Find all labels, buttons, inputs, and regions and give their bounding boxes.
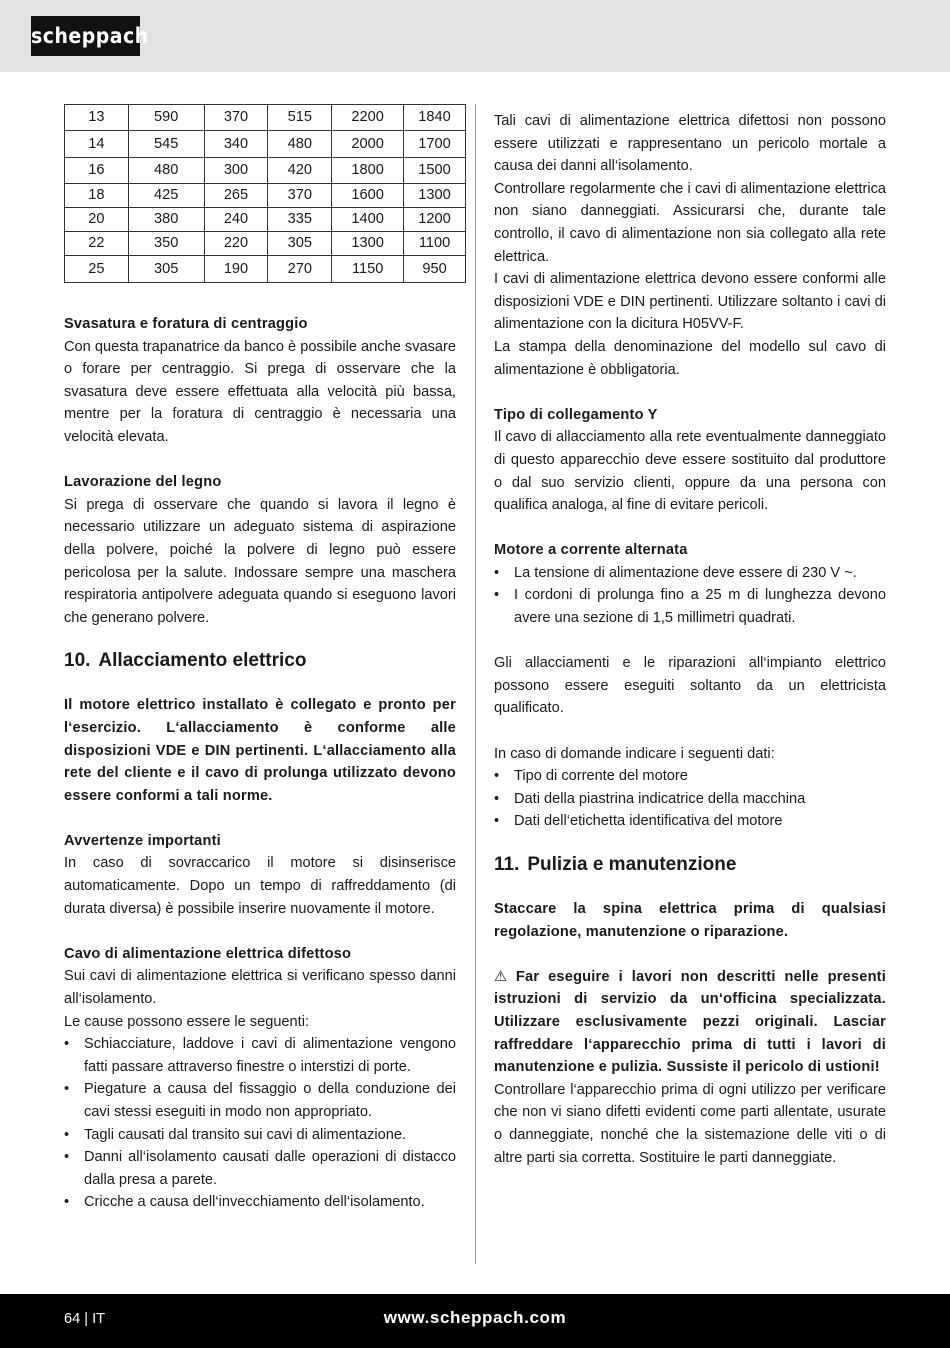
section-10-heading (64, 649, 456, 673)
right-column (494, 110, 886, 1169)
table-cell: 25 (65, 256, 129, 283)
table-cell: 305 (268, 232, 332, 256)
list-item: • Danni all‘isolamento causati dalle operazioni di distacco dalla presa a parete. (64, 1146, 456, 1191)
table-cell: 2200 (332, 105, 404, 131)
table-cell: 20 (65, 208, 129, 232)
defective-cable-heading: Cavo di alimentazione elettrica difettoso (64, 945, 352, 962)
list-item: • Dati dell‘etichetta identificativa del motore (494, 810, 886, 833)
table-cell: 340 (204, 131, 268, 158)
cables-paragraph-3: I cavi di alimentazione elettrica devono essere conformi alle disposizioni VDE e DIN pertinenti. Utilizzare soltanto i cavi di alimentazione con la dicitura H05VV-F. (494, 271, 886, 333)
list-item: • La tensione di alimentazione deve essere di 230 V ~. (494, 562, 886, 585)
important-text: In caso di sovraccarico il motore si disinserisce automaticamente. Dopo un tempo di raffreddamento (di durata diversa) è possibile inserire nuovamente il motore. (64, 855, 456, 917)
table-row (65, 208, 466, 232)
defective-cable-text: Sui cavi di alimentazione elettrica si verificano spesso danni all‘isolamento. (64, 968, 456, 1008)
table-cell: 16 (65, 158, 129, 184)
important-heading: Avvertenze importanti (64, 832, 221, 849)
causes-intro: Le cause possono essere le seguenti: (64, 1013, 310, 1030)
table-cell: 2000 (332, 131, 404, 158)
table-row (65, 232, 466, 256)
section-11-title: Pulizia e manutenzione (527, 854, 737, 875)
table-cell: 370 (268, 184, 332, 208)
table-cell: 425 (128, 184, 204, 208)
questions-list (494, 765, 886, 833)
table-cell: 220 (204, 232, 268, 256)
table-cell: 18 (65, 184, 129, 208)
table-cell: 240 (204, 208, 268, 232)
table-cell: 14 (65, 131, 129, 158)
table-cell: 300 (204, 158, 268, 184)
cables-paragraph-4: La stampa della denominazione del modello sul cavo di alimentazione è obbligatoria. (494, 338, 886, 378)
table-cell: 1150 (332, 256, 404, 283)
page-footer (0, 1294, 950, 1348)
table-cell: 1800 (332, 158, 404, 184)
warning-triangle-icon: ⚠ (494, 968, 512, 985)
cables-paragraph-1: Tali cavi di alimentazione elettrica difettosi non possono essere utilizzati e rappresentano un pericolo mortale a causa dei danni all‘isolamento. (494, 113, 886, 175)
y-connection-text: Il cavo di allacciamento alla rete eventualmente danneggiato di questo apparecchio deve essere sostituito dal produttore o dal suo servizio clienti, oppure da una persona con qualifica analoga, al fine di evitare pericoli. (494, 429, 886, 514)
table-cell: 350 (128, 232, 204, 256)
countersink-text: Con questa trapanatrice da banco è possibile anche svasare o forare per centraggio. Si prega di osservare che la svasatura deve essere effettuata alla velocità più bassa, mentre per la foratura di centraggio è necessaria una velocità elevata. (64, 338, 456, 445)
speed-table (64, 104, 466, 283)
repairs-text: Gli allacciamenti e le riparazioni all‘impianto elettrico possono essere eseguiti soltanto da un elettricista qualificato. (494, 655, 886, 717)
table-cell: 1840 (404, 105, 466, 131)
table-cell: 420 (268, 158, 332, 184)
maintenance-check-text: Controllare l‘apparecchio prima di ogni utilizzo per verificare che non vi siano difetti evidenti come parti allentate, usurate o danneggiate, nonché che la sistemazione delle viti o di altre parti sia corretta. Sostituire le parti danneggiate. (494, 1081, 886, 1166)
ac-motor-list (494, 562, 886, 630)
causes-list (64, 1033, 456, 1214)
table-cell: 590 (128, 105, 204, 131)
table-row (65, 105, 466, 131)
questions-intro: In caso di domande indicare i seguenti dati: (494, 745, 775, 762)
ac-motor-heading: Motore a corrente alternata (494, 542, 688, 559)
list-item: • Dati della piastrina indicatrice della macchina (494, 788, 886, 811)
list-item: • Schiacciature, laddove i cavi di alimentazione vengono fatti passare attraverso finestre o interstizi di porte. (64, 1033, 456, 1078)
cables-paragraph-2: Controllare regolarmente che i cavi di alimentazione elettrica non siano danneggiati. Assicurarsi che, durante tale controllo, il cavo di alimentazione non sia collegato alla rete elettrica. (494, 180, 886, 265)
table-cell: 515 (268, 105, 332, 131)
brand-logo: scheppach (31, 16, 140, 56)
table-cell: 305 (128, 256, 204, 283)
section-10-title: Allacciamento elettrico (98, 650, 307, 672)
table-row (65, 131, 466, 158)
table-row (65, 256, 466, 283)
table-cell: 480 (268, 131, 332, 158)
column-divider (475, 104, 476, 1264)
table-cell: 270 (268, 256, 332, 283)
table-cell: 380 (128, 208, 204, 232)
section-11-heading (494, 853, 886, 877)
section-10-number: 10. (64, 650, 91, 672)
list-item: • Tipo di corrente del motore (494, 765, 886, 788)
section-10-intro: Il motore elettrico installato è collegato e pronto per l‘esercizio. L‘allacciamento è conforme alle disposizioni VDE e DIN pertinenti. L‘allacciamento alla rete del cliente e il cavo di prolunga utilizzato devono essere conformi a tali norme. (64, 697, 456, 804)
table-cell: 1100 (404, 232, 466, 256)
table-cell: 1600 (332, 184, 404, 208)
wood-text: Si prega di osservare che quando si lavora il legno è necessario utilizzare un adeguato sistema di aspirazione della polvere, poiché la polvere di legno può essere pericolosa per la salute. Indossare sempre una maschera respiratoria antipolvere adeguata quando si eseguono lavori che generano polvere. (64, 496, 456, 626)
table-cell: 370 (204, 105, 268, 131)
page-number: 64 | IT (64, 1311, 106, 1327)
table-cell: 335 (268, 208, 332, 232)
table-cell: 13 (65, 105, 129, 131)
website-link[interactable]: www.scheppach.com (383, 1308, 567, 1327)
list-item: • Piegature a causa del fissaggio o della conduzione dei cavi stessi eseguiti in modo non appropriato. (64, 1078, 456, 1123)
section-11-number: 11. (494, 854, 520, 875)
table-cell: 1200 (404, 208, 466, 232)
list-item: • Cricche a causa dell‘invecchiamento dell‘isolamento. (64, 1191, 456, 1214)
y-connection-heading: Tipo di collegamento Y (494, 406, 658, 423)
table-cell: 1500 (404, 158, 466, 184)
left-column (64, 104, 456, 1214)
table-row (65, 184, 466, 208)
countersink-heading: Svasatura e foratura di centraggio (64, 316, 308, 332)
table-row (65, 158, 466, 184)
list-item: • Tagli causati dal transito sui cavi di alimentazione. (64, 1124, 456, 1147)
table-cell: 1300 (332, 232, 404, 256)
page-header (0, 0, 950, 72)
table-cell: 1400 (332, 208, 404, 232)
table-cell: 22 (65, 232, 129, 256)
maintenance-warning-text: Far eseguire i lavori non descritti nelle presenti istruzioni di servizio da un‘officina specializzata. Utilizzare esclusivamente pezzi originali. Lasciar raffreddare l‘apparecchio prima di tutti i lavori di manutenzione e pulizia. Sussiste il pericolo di ustioni! (494, 968, 886, 1076)
table-cell: 265 (204, 184, 268, 208)
section-11-intro: Staccare la spina elettrica prima di qualsiasi regolazione, manutenzione o riparazione. (494, 901, 886, 940)
table-cell: 545 (128, 131, 204, 158)
maintenance-warning (494, 966, 886, 1079)
table-cell: 950 (404, 256, 466, 283)
list-item: • I cordoni di prolunga fino a 25 m di lunghezza devono avere una sezione di 1,5 millimetri quadrati. (494, 584, 886, 629)
wood-heading: Lavorazione del legno (64, 474, 222, 491)
table-cell: 190 (204, 256, 268, 283)
table-cell: 1700 (404, 131, 466, 158)
table-cell: 1300 (404, 184, 466, 208)
table-cell: 480 (128, 158, 204, 184)
